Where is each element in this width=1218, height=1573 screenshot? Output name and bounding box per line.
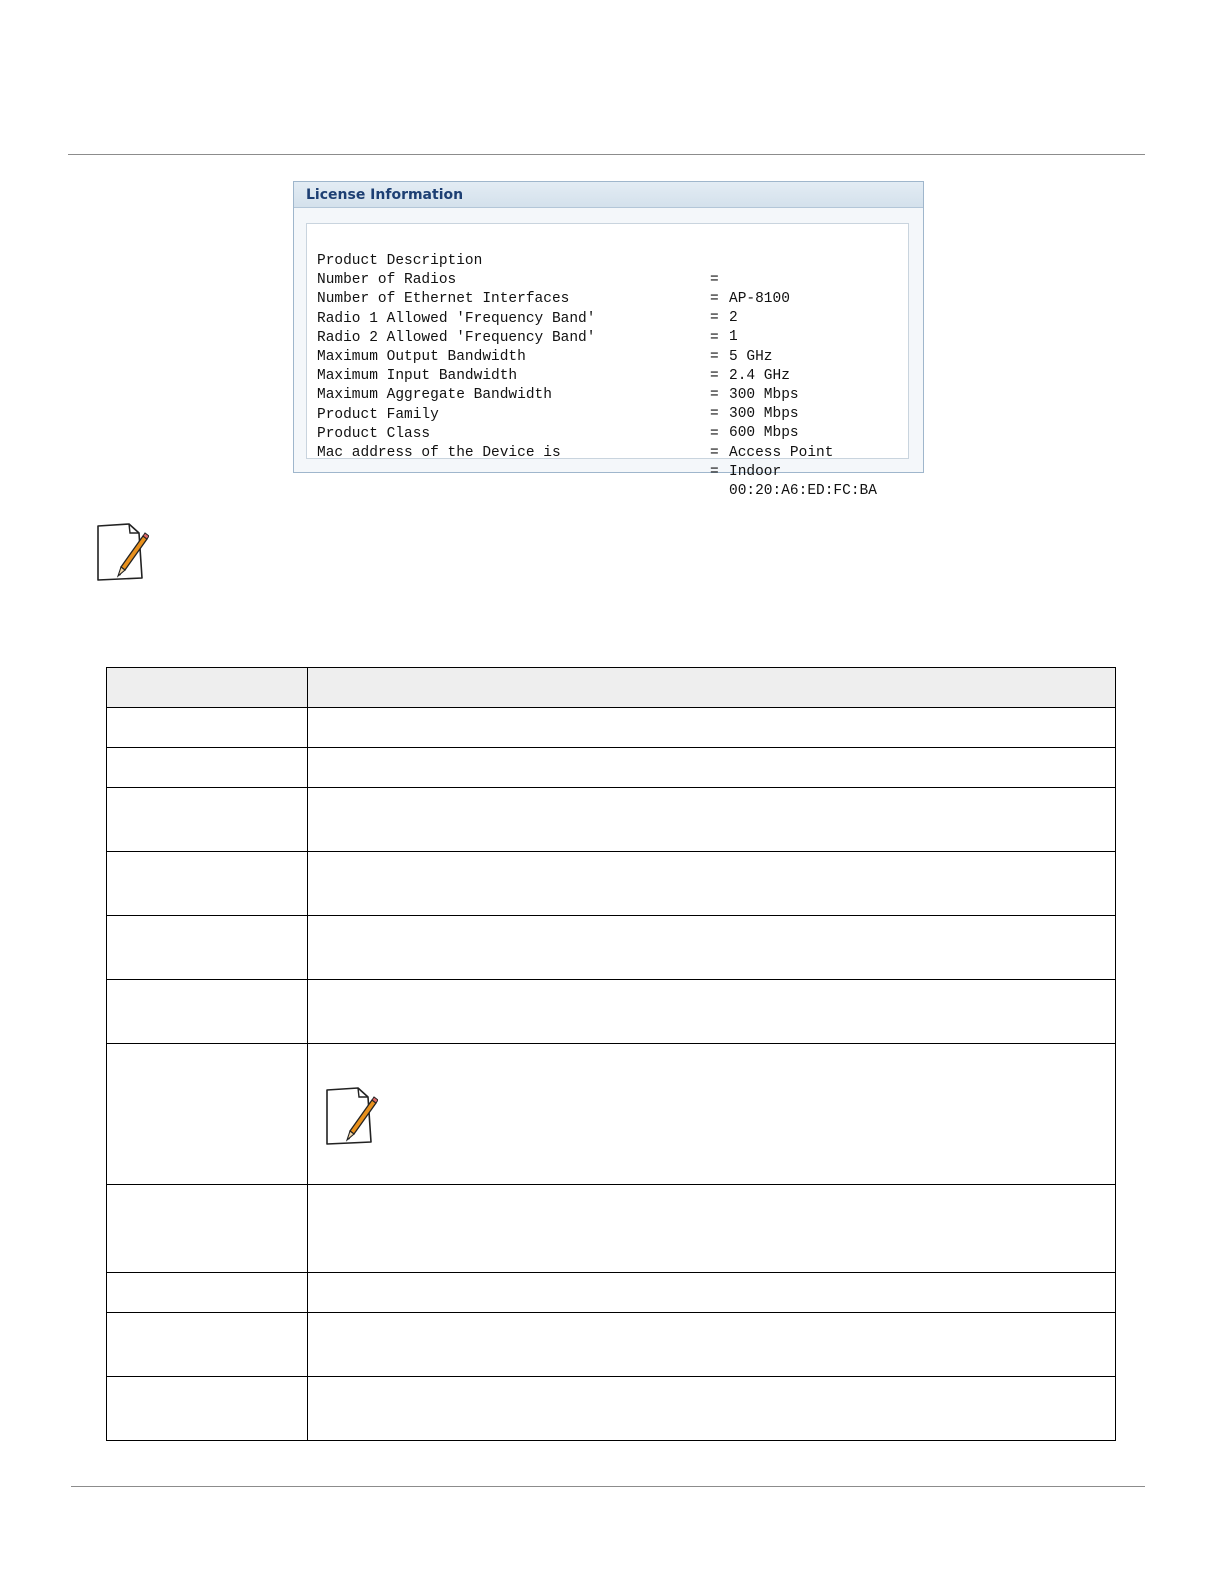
license-key: Radio 1 Allowed 'Frequency Band' [317,311,596,327]
table-row [107,980,1116,1044]
license-separator: = [710,445,719,461]
license-separator: = [710,368,719,384]
license-key: Product Family [317,407,439,423]
license-separator: = [710,330,719,346]
table-row [107,852,1116,916]
license-key: Product Description [317,253,483,269]
license-key: Mac address of the Device is [317,445,561,461]
table-row [107,1185,1116,1273]
license-key: Radio 2 Allowed 'Frequency Band' [317,330,596,346]
parameters-table [106,667,1116,1441]
license-separator: = [710,406,719,422]
footer-rule [71,1486,1145,1487]
license-separator: = [710,310,719,326]
license-key: Product Class [317,426,431,442]
license-value: AP-8100 [729,291,790,307]
license-value: 1 [729,329,738,345]
table-header-cell [308,668,1116,708]
license-value: 5 GHz [729,349,773,365]
license-key: Number of Radios [317,272,457,288]
table-header-cell [107,668,308,708]
note-pencil-icon [322,1084,378,1146]
license-value: Access Point [729,445,834,461]
license-separator: = [710,387,719,403]
panel-title: License Information [294,182,923,208]
license-value: 2 [729,310,738,326]
table-row [107,1377,1116,1441]
note-pencil-icon [93,520,149,582]
license-information-panel [293,181,924,499]
table-row [107,788,1116,852]
license-separator: = [710,464,719,480]
table-header-row [107,668,1116,708]
table-row [107,916,1116,980]
license-value: 300 Mbps [729,406,799,422]
license-separator: = [710,291,719,307]
license-value: 00:20:A6:ED:FC:BA [729,483,877,499]
license-key: Maximum Input Bandwidth [317,368,518,384]
license-separator: = [710,426,719,442]
license-separator: = [710,272,719,288]
license-key: Maximum Aggregate Bandwidth [317,387,552,403]
license-value: 600 Mbps [729,425,799,441]
license-value: 2.4 GHz [729,368,790,384]
license-key: Number of Ethernet Interfaces [317,291,570,307]
table-row [107,748,1116,788]
license-details [306,223,909,499]
license-key: Maximum Output Bandwidth [317,349,526,365]
header-rule [68,154,1145,155]
table-row [107,1273,1116,1313]
table-row [107,708,1116,748]
table-row [107,1044,1116,1185]
license-separator: = [710,349,719,365]
table-row [107,1313,1116,1377]
license-value: 300 Mbps [729,387,799,403]
license-value: Indoor [729,464,782,480]
